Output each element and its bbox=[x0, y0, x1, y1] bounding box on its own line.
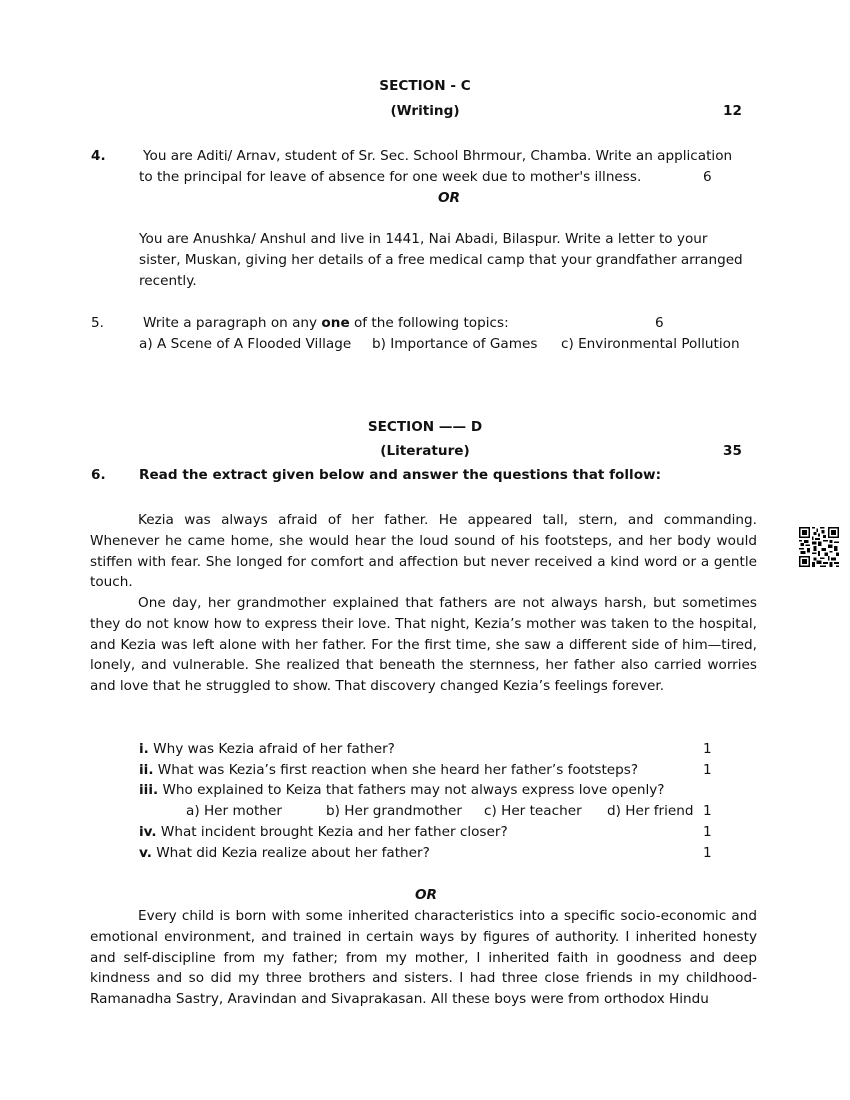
q6-or: OR bbox=[415, 887, 438, 903]
q4-or: OR bbox=[438, 190, 461, 206]
q6-question-1 bbox=[139, 739, 395, 760]
q6-question-5 bbox=[139, 843, 430, 864]
question-number: iii. bbox=[139, 782, 159, 798]
question-text: What did Kezia realize about her father? bbox=[151, 845, 430, 861]
question-number: iv. bbox=[139, 824, 157, 840]
qr-code-icon bbox=[799, 527, 839, 567]
q6-question-5-marks: 1 bbox=[703, 845, 712, 861]
q4-line2: to the principal for leave of absence for one week due to mother's illness. bbox=[139, 169, 642, 185]
q5-prompt-pre: Write a paragraph on any bbox=[143, 315, 322, 331]
q5-option-a: a) A Scene of A Flooded Village bbox=[139, 336, 352, 352]
q6-question-1-marks: 1 bbox=[703, 741, 712, 757]
q4-alt-line2: sister, Muskan, giving her details of a free medical camp that your grandfather arranged bbox=[139, 252, 743, 268]
q5-prompt-bold: one bbox=[321, 315, 350, 331]
section-d-title: SECTION —— D bbox=[367, 419, 483, 435]
q5-marks: 6 bbox=[655, 315, 664, 331]
question-number: i. bbox=[139, 741, 149, 757]
q6-passage-p1 bbox=[90, 510, 757, 593]
q4-number: 4. bbox=[91, 148, 106, 164]
q6-instruction: Read the extract given below and answer the questions that follow: bbox=[139, 467, 662, 483]
q4-marks: 6 bbox=[703, 169, 712, 185]
q6-question-3-marks: 1 bbox=[703, 803, 712, 819]
question-text: What was Kezia’s first reaction when she heard her father’s footsteps? bbox=[153, 762, 639, 778]
q4-line1: You are Aditi/ Arnav, student of Sr. Sec. School Bhrmour, Chamba. Write an application bbox=[143, 148, 733, 164]
question-text: What incident brought Kezia and her father closer? bbox=[156, 824, 508, 840]
q6-passage-p1-text: Kezia was always afraid of her father. He appeared tall, stern, and commanding. Whenever he came home, she would hear the loud sound of his footsteps, and her body would stiffen with fear. She longed for comfort and affection but never received a kind word or a gentle touch. bbox=[90, 512, 757, 591]
q6-question-3 bbox=[139, 780, 665, 801]
q6-q3-option-b: b) Her grandmother bbox=[326, 803, 462, 819]
question-number: v. bbox=[139, 845, 152, 861]
q5-prompt-post: of the following topics: bbox=[349, 315, 509, 331]
q4-alt-line1: You are Anushka/ Anshul and live in 1441, Nai Abadi, Bilaspur. Write a letter to your bbox=[139, 231, 708, 247]
section-c-title: SECTION - C bbox=[379, 78, 471, 94]
section-d-marks: 35 bbox=[723, 443, 742, 459]
q6-alt-passage-text: Every child is born with some inherited characteristics into a specific socio-economic and emotional environment, and trained in certain ways by figures of authority. I inherited honesty and self-discipline from my father; from my mother, I inherited faith in goodness and deep kindness and so did my three brothers and sisters. I had three close friends in my childhood-Ramanadha Sastry, Aravindan and Sivaprakasan. All these boys were from orthodox Hindu bbox=[90, 908, 757, 1008]
q6-number: 6. bbox=[91, 467, 106, 483]
q6-q3-option-a: a) Her mother bbox=[186, 803, 282, 819]
q6-q3-option-c: c) Her teacher bbox=[484, 803, 582, 819]
q6-question-2 bbox=[139, 760, 638, 781]
q5-number: 5. bbox=[91, 315, 104, 331]
q6-question-4-marks: 1 bbox=[703, 824, 712, 840]
q6-question-2-marks: 1 bbox=[703, 762, 712, 778]
question-text: Why was Kezia afraid of her father? bbox=[148, 741, 395, 757]
q6-q3-option-d: d) Her friend bbox=[607, 803, 694, 819]
section-c-marks: 12 bbox=[723, 103, 742, 119]
section-c-subtitle: (Writing) bbox=[390, 103, 460, 119]
q5-option-c: c) Environmental Pollution bbox=[561, 336, 740, 352]
q6-passage-p2-text: One day, her grandmother explained that fathers are not always harsh, but sometimes they do not know how to express their love. That night, Kezia’s mother was taken to the hospital, and Kezia was left alone with her father. For the first time, she saw a different side of him—tired, lonely, and vulnerable. She realized that beneath the sternness, her father also carried worries and love that he struggled to show. That discovery changed Kezia’s feelings forever. bbox=[90, 595, 757, 695]
q5-prompt bbox=[143, 313, 509, 334]
q6-passage-p2 bbox=[90, 593, 757, 697]
q4-alt-line3: recently. bbox=[139, 273, 197, 289]
question-number: ii. bbox=[139, 762, 154, 778]
section-d-subtitle: (Literature) bbox=[380, 443, 470, 459]
question-text: Who explained to Keiza that fathers may not always express love openly? bbox=[158, 782, 665, 798]
q6-question-4 bbox=[139, 822, 508, 843]
q6-alt-passage bbox=[90, 906, 757, 1010]
q5-option-b: b) Importance of Games bbox=[372, 336, 538, 352]
